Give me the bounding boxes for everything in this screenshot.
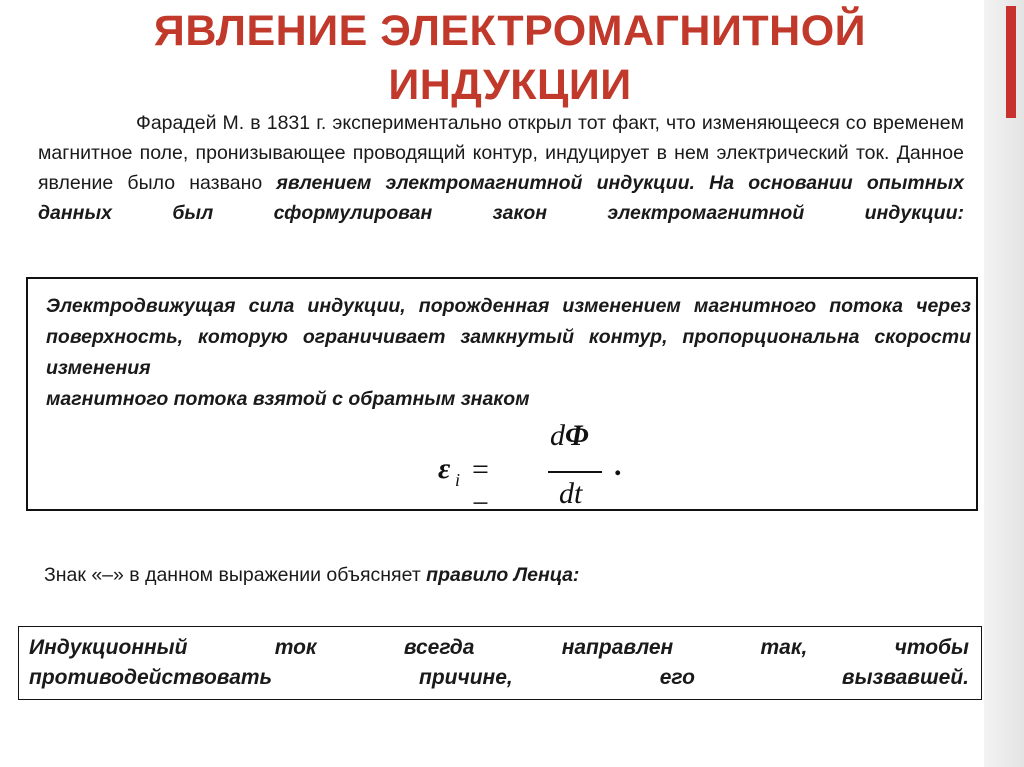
equals-minus: = −	[472, 453, 489, 520]
emf-symbol: ε	[438, 452, 451, 485]
lenz-rule-name: правило Ленца:	[426, 564, 580, 586]
title-line-2: ИНДУКЦИИ	[388, 61, 632, 109]
rule-text-last: противодействовать причине, его вызвавшей.	[29, 666, 969, 689]
fraction-denominator: dt	[559, 477, 583, 510]
lenz-sentence	[44, 560, 579, 590]
numerator-phi: Φ	[565, 419, 589, 452]
fraction-line	[548, 471, 602, 473]
lenz-rule-text	[29, 633, 969, 693]
law-text	[46, 291, 971, 415]
lenz-text: Знак «–» в данном выражении объясняет	[44, 564, 427, 586]
fraction-numerator	[550, 419, 589, 453]
emf-subscript: i	[455, 470, 461, 490]
lenz-rule-box	[18, 626, 982, 700]
side-decoration	[984, 0, 1024, 767]
intro-paragraph	[38, 108, 964, 228]
law-text-main: Электродвижущая сила индукции, порожденная изменением магнитного потока через поверхность, которую ограничивает замкнутый контур, пропорциональна скорости изменения	[46, 295, 971, 379]
numerator-d: d	[550, 419, 565, 452]
formula-end-dot: .	[614, 449, 622, 482]
law-text-last: магнитного потока взятой с обратным знаком	[46, 388, 530, 410]
title-line-1: ЯВЛЕНИЕ ЭЛЕКТРОМАГНИТНОЙ	[153, 7, 867, 55]
intro-text: Фарадей М. в 1831 г. экспериментально открыл тот факт, что изменяющееся со временем магнитное поле, пронизывающее проводящий контур, индуцирует в нем электрический ток. Данное явление было названо	[38, 112, 964, 194]
law-box	[26, 277, 978, 520]
slide-title	[60, 4, 960, 112]
accent-bar	[1006, 6, 1016, 118]
rule-text-main: Индукционный ток всегда направлен так, чтобы	[29, 636, 969, 659]
intro-bold-text: явлением электромагнитной индукции. На основании опытных данных был сформулирован закон электромагнитной индукции:	[38, 172, 964, 224]
